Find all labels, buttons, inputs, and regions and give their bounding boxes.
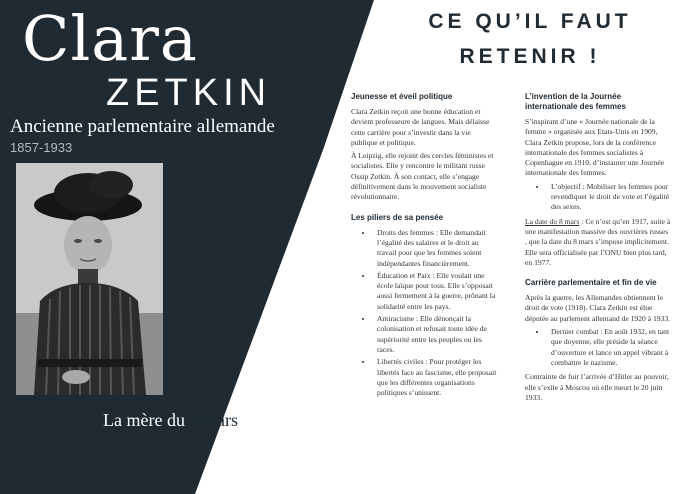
- heading-carriere: Carrière parlementaire et fin de vie: [525, 278, 657, 288]
- invention-paragraph-2-rest: : Ce n’est qu’en 1917, suite à une manifestation massive des ouvrières russes , que la date du 8 mars s’impose implicitement. Elle sera officialisée par l’ONU bien plus tard, en 1977.: [525, 216, 671, 267]
- list-item: • Libertés civiles : Pour protéger les libertés face au fascisme, elle proposait que les différentes organisations politiques s’unissent.: [373, 357, 497, 398]
- subtitle: Ancienne parlementaire allemande: [10, 116, 275, 137]
- first-name-heading: Clara: [22, 2, 198, 75]
- section-title-line2: RETENIR !: [459, 45, 601, 68]
- list-item: • Dernier combat : En août 1932, en tant que doyenne, elle préside la séance d’ouverture et lance un appel vibrant à combattre le nazisme.: [547, 327, 671, 368]
- heading-piliers: Les piliers de sa pensée: [351, 212, 444, 222]
- heading-jeunesse: Jeunesse et éveil politique: [351, 92, 453, 101]
- last-name-heading: ZETKIN: [106, 72, 272, 114]
- list-item: • L’objectif : Mobiliser les femmes pour revendiquer le droit de vote et l’égalité des sexes.: [547, 182, 671, 213]
- list-item: • Éducation et Paix : Elle voulait une école laïque pour tous. Elle s’opposait aussi fermement à la guerre, prônant la solidarité entre les pays.: [373, 271, 497, 312]
- photo-caption: [103, 410, 238, 431]
- jeunesse-paragraph-1: Clara Zetkin reçoit une bonne éducation et devient professeure de langues. Mais délaisse cette carrière pour s’investir dans la vie publique et politique.: [351, 107, 490, 147]
- invention-paragraph-2: [525, 217, 671, 268]
- jeunesse-paragraph-2: À Leipzig, elle rejoint des cercles féministes et socialistes. Elle y rencontre le militant russe Ossip Zetkin. À son contact, elle s’engage définitivement dans le mouvement socialiste révolutionnaire.: [351, 151, 494, 202]
- heading-invention: L’invention de la Journée internationale des femmes: [525, 92, 626, 111]
- piliers-list: [351, 228, 497, 399]
- carriere-list: [525, 327, 671, 368]
- life-dates: 1857-1933: [10, 140, 73, 155]
- carriere-paragraph-1: Après la guerre, les Allemandes obtiennent le droit de vote (1918). Clara Zetkin est élue députée au parlement allemand de 1920 à 1933.: [525, 293, 671, 323]
- section-title-line1: CE QU’IL FAUT: [428, 10, 632, 33]
- invention-paragraph-1: S’inspirant d’une « Journée nationale de la femme » organisée aux Etats-Unis en 1909, Clara Zetkin propose, lors de la conférence internationale des femmes socialistes à Copenhague en 1910, d’instaurer une Journée internationale des femmes.: [525, 117, 665, 178]
- caption-text-dark: 8 mars: [189, 410, 238, 430]
- underlined-date: La date du 8 mars: [525, 216, 580, 226]
- carriere-paragraph-2: Contrainte de fuir l’arrivée d’Hitler au pouvoir, elle s’exile à Moscou où elle meurt le 20 juin 1933.: [525, 372, 669, 402]
- list-item: • Antiracisme : Elle dénonçait la colonisation et refusait toute idée de supériorité entre les peuples ou les races.: [373, 314, 497, 355]
- invention-list: [525, 182, 671, 213]
- caption-text-light: La mère du: [103, 410, 190, 430]
- list-item: • Droits des femmes : Elle demandait l’égalité des salaires et le droit au travail pour que les femmes soient indépendantes financièrement.: [373, 228, 497, 269]
- portrait-photo: [16, 163, 163, 395]
- middle-column: [351, 92, 497, 402]
- right-column: [525, 92, 671, 406]
